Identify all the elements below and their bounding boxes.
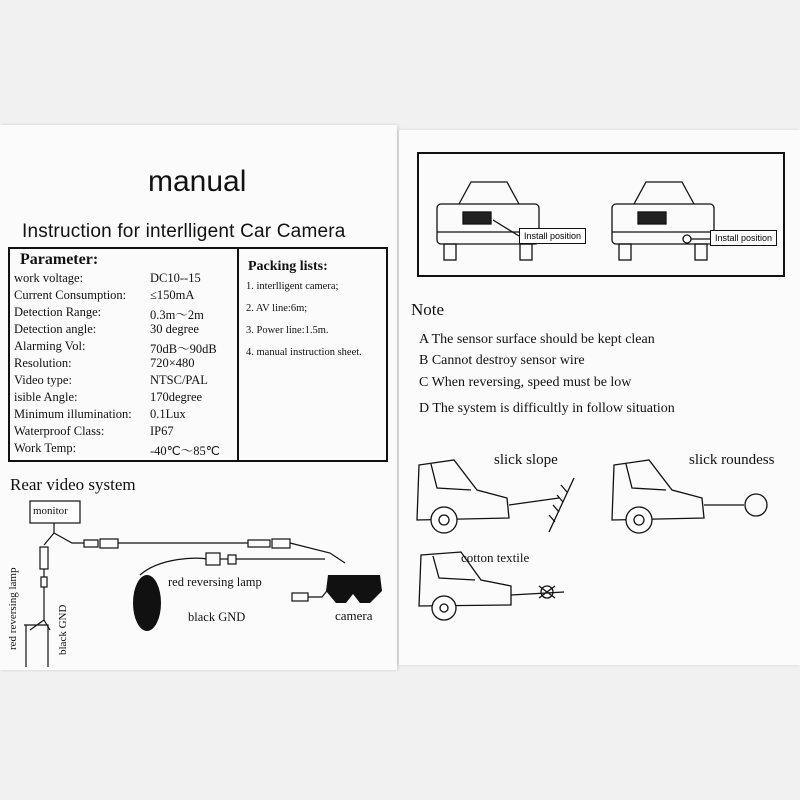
cotton-textile-label: cotton textile [461, 550, 530, 565]
black-gnd-label: black GND [188, 610, 246, 624]
param-value: 30 degree [150, 322, 199, 336]
packing-item: 2. AV line:6m; [246, 303, 308, 314]
note-item: C When reversing, speed must be low [419, 375, 632, 390]
param-label: Current Consumption: [14, 288, 127, 302]
note-item: D The system is difficultly in follow situation [419, 401, 675, 416]
install-cars [419, 154, 783, 275]
param-label: work voltage: [14, 271, 84, 285]
left-page [0, 125, 397, 670]
param-label: Detection Range: [14, 305, 102, 319]
install-label-2: Install position [710, 230, 777, 246]
red-lamp-vertical-label: red reversing lamp [7, 567, 19, 650]
param-divider [237, 249, 239, 460]
red-lamp-label: red reversing lamp [168, 575, 262, 589]
buzzer-shape [133, 575, 161, 631]
install-position-box [417, 152, 785, 277]
param-label: Waterproof Class: [14, 424, 105, 438]
param-label: Alarming Vol: [14, 339, 86, 353]
monitor-label: monitor [33, 505, 68, 517]
param-label: Minimum illumination: [14, 407, 132, 421]
slick-slope-label: slick slope [494, 452, 558, 468]
param-label: Detection angle: [14, 322, 97, 336]
param-value: NTSC/PAL [150, 373, 208, 387]
param-label: Work Temp: [14, 441, 77, 455]
param-value: 0.3m～2m [150, 308, 204, 322]
param-label: isible Angle: [14, 390, 78, 404]
packing-item: 3. Power line:1.5m. [246, 325, 329, 336]
manual-title: manual [148, 165, 247, 198]
manual-subtitle: Instruction for interlligent Car Camera [22, 221, 346, 242]
right-page [399, 130, 800, 665]
install-label-1: Install position [519, 228, 586, 244]
param-label: Resolution: [14, 356, 72, 370]
param-value: 170degree [150, 390, 203, 404]
param-value: DC10--15 [150, 271, 201, 285]
rear-video-title: Rear video system [10, 475, 136, 494]
note-title: Note [411, 300, 445, 319]
param-value: 0.1Lux [150, 407, 186, 421]
packing-item: 4. manual instruction sheet. [246, 347, 362, 358]
note-item: A The sensor surface should be kept clean [419, 332, 655, 347]
slick-roundess-label: slick roundess [689, 452, 775, 468]
note-item: B Cannot destroy sensor wire [419, 353, 585, 368]
black-gnd-vertical-label: black GND [57, 604, 69, 655]
param-value: 720×480 [150, 356, 195, 370]
param-label: Video type: [14, 373, 72, 387]
camera-label: camera [335, 608, 373, 623]
param-value: 70dB～90dB [150, 342, 217, 356]
packing-item: 1. interlligent camera; [246, 281, 339, 292]
camera-shape [326, 575, 382, 603]
situation-diagrams [399, 440, 800, 660]
packing-heading: Packing lists: [248, 259, 328, 274]
param-value: ≤150mA [150, 288, 195, 302]
parameter-heading: Parameter: [20, 251, 99, 268]
param-value: IP67 [150, 424, 174, 438]
param-value: -40℃～85℃ [150, 444, 220, 458]
